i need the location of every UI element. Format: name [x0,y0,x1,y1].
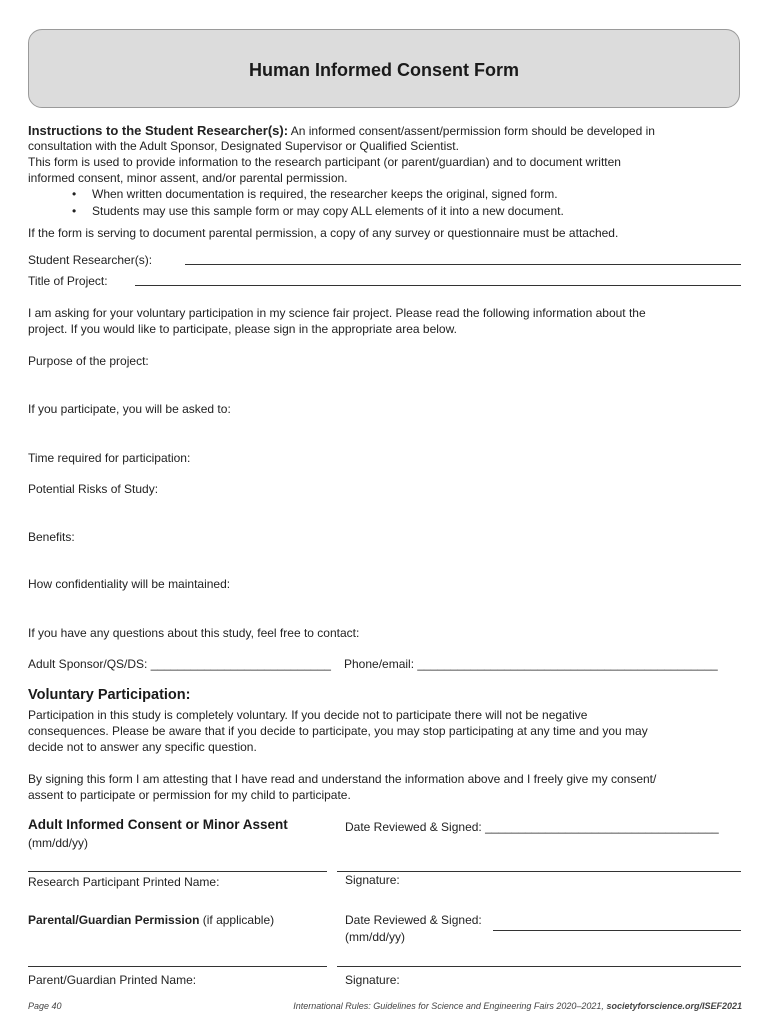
instructions-line4: informed consent, minor assent, and/or parental permission. [28,171,348,185]
bullet-text: When written documentation is required, the researcher keeps the original, signed form. [92,187,558,201]
participant-name-line[interactable] [28,871,327,872]
participant-printed-name-label: Research Participant Printed Name: [28,875,220,889]
footer-source-text: International Rules: Guidelines for Science and Engineering Fairs 2020–2021, [293,1001,607,1011]
instructions-bullet [72,203,564,219]
instructions-note: If the form is serving to document parental permission, a copy of any survey or questionnaire must be attached. [28,226,619,240]
participant-signature-label: Signature: [345,873,400,887]
parent-printed-name-label: Parent/Guardian Printed Name: [28,973,197,987]
parental-date-reviewed-label: Date Reviewed & Signed: [345,913,482,927]
attest-line1: By signing this form I am attesting that I have read and understand the information above and I freely give my consent/ [28,772,657,786]
page-title: Human Informed Consent Form [248,60,519,80]
adult-consent-date-format: (mm/dd/yy) [28,836,88,850]
instructions-lead: An informed consent/assent/permission form should be developed in [288,124,655,138]
student-researchers-field[interactable] [185,264,741,265]
asked-to-label: If you participate, you will be asked to: [28,402,231,416]
instructions-heading: Instructions to the Student Researcher(s): [28,123,289,138]
footer-url[interactable]: societyforscience.org/ISEF2021 [606,1001,742,1011]
instructions-line3: This form is used to provide information to the research participant (or parent/guardian) and to document written [28,155,621,169]
voluntary-line3: decide not to answer any specific question. [28,740,257,754]
confidentiality-label: How confidentiality will be maintained: [28,577,231,591]
benefits-label: Benefits: [28,530,75,544]
adult-date-reviewed-field[interactable]: Date Reviewed & Signed: ___________________________________ [345,820,719,834]
adult-consent-heading: Adult Informed Consent or Minor Assent [28,817,288,832]
voluntary-line1: Participation in this study is completely voluntary. If you decide not to participate there will not be negative [28,708,588,722]
parental-date-line[interactable] [493,930,741,931]
phone-email-field[interactable]: Phone/email: _____________________________________________ [344,657,718,671]
voluntary-heading: Voluntary Participation: [28,687,191,703]
parent-name-line[interactable] [28,966,327,967]
risks-label: Potential Risks of Study: [28,482,159,496]
parent-signature-label: Signature: [345,973,400,987]
title-of-project-field[interactable] [135,285,741,286]
footer-source [293,998,742,1014]
parental-heading-line [28,912,274,928]
parental-date-format: (mm/dd/yy) [345,930,405,944]
parent-signature-line[interactable] [337,966,741,967]
questions-label: If you have any questions about this study, feel free to contact: [28,626,360,640]
parental-if-applicable: (if applicable) [199,913,275,927]
instructions-bullet [72,186,558,202]
parental-heading: Parental/Guardian Permission [28,913,200,927]
bullet-text: Students may use this sample form or may copy ALL elements of it into a new document. [92,204,564,218]
voluntary-line2: consequences. Please be aware that if you decide to participate, you may stop participating at any time and you may [28,724,648,738]
title-of-project-label: Title of Project: [28,274,108,288]
page-number: Page 40 [28,1001,62,1011]
purpose-label: Purpose of the project: [28,354,149,368]
request-line2: project. If you would like to participate, please sign in the appropriate area below. [28,322,457,336]
bullet-dot: • [72,204,77,218]
time-required-label: Time required for participation: [28,451,191,465]
adult-sponsor-field[interactable]: Adult Sponsor/QS/DS: ___________________________ [28,657,331,671]
attest-line2: assent to participate or permission for my child to participate. [28,788,351,802]
student-researchers-label: Student Researcher(s): [28,253,153,267]
bullet-dot: • [72,187,77,201]
instructions-line2: consultation with the Adult Sponsor, Designated Supervisor or Qualified Scientist. [28,139,459,153]
request-line1: I am asking for your voluntary participation in my science fair project. Please read the following information about the [28,306,646,320]
instructions-first-line [28,123,655,139]
